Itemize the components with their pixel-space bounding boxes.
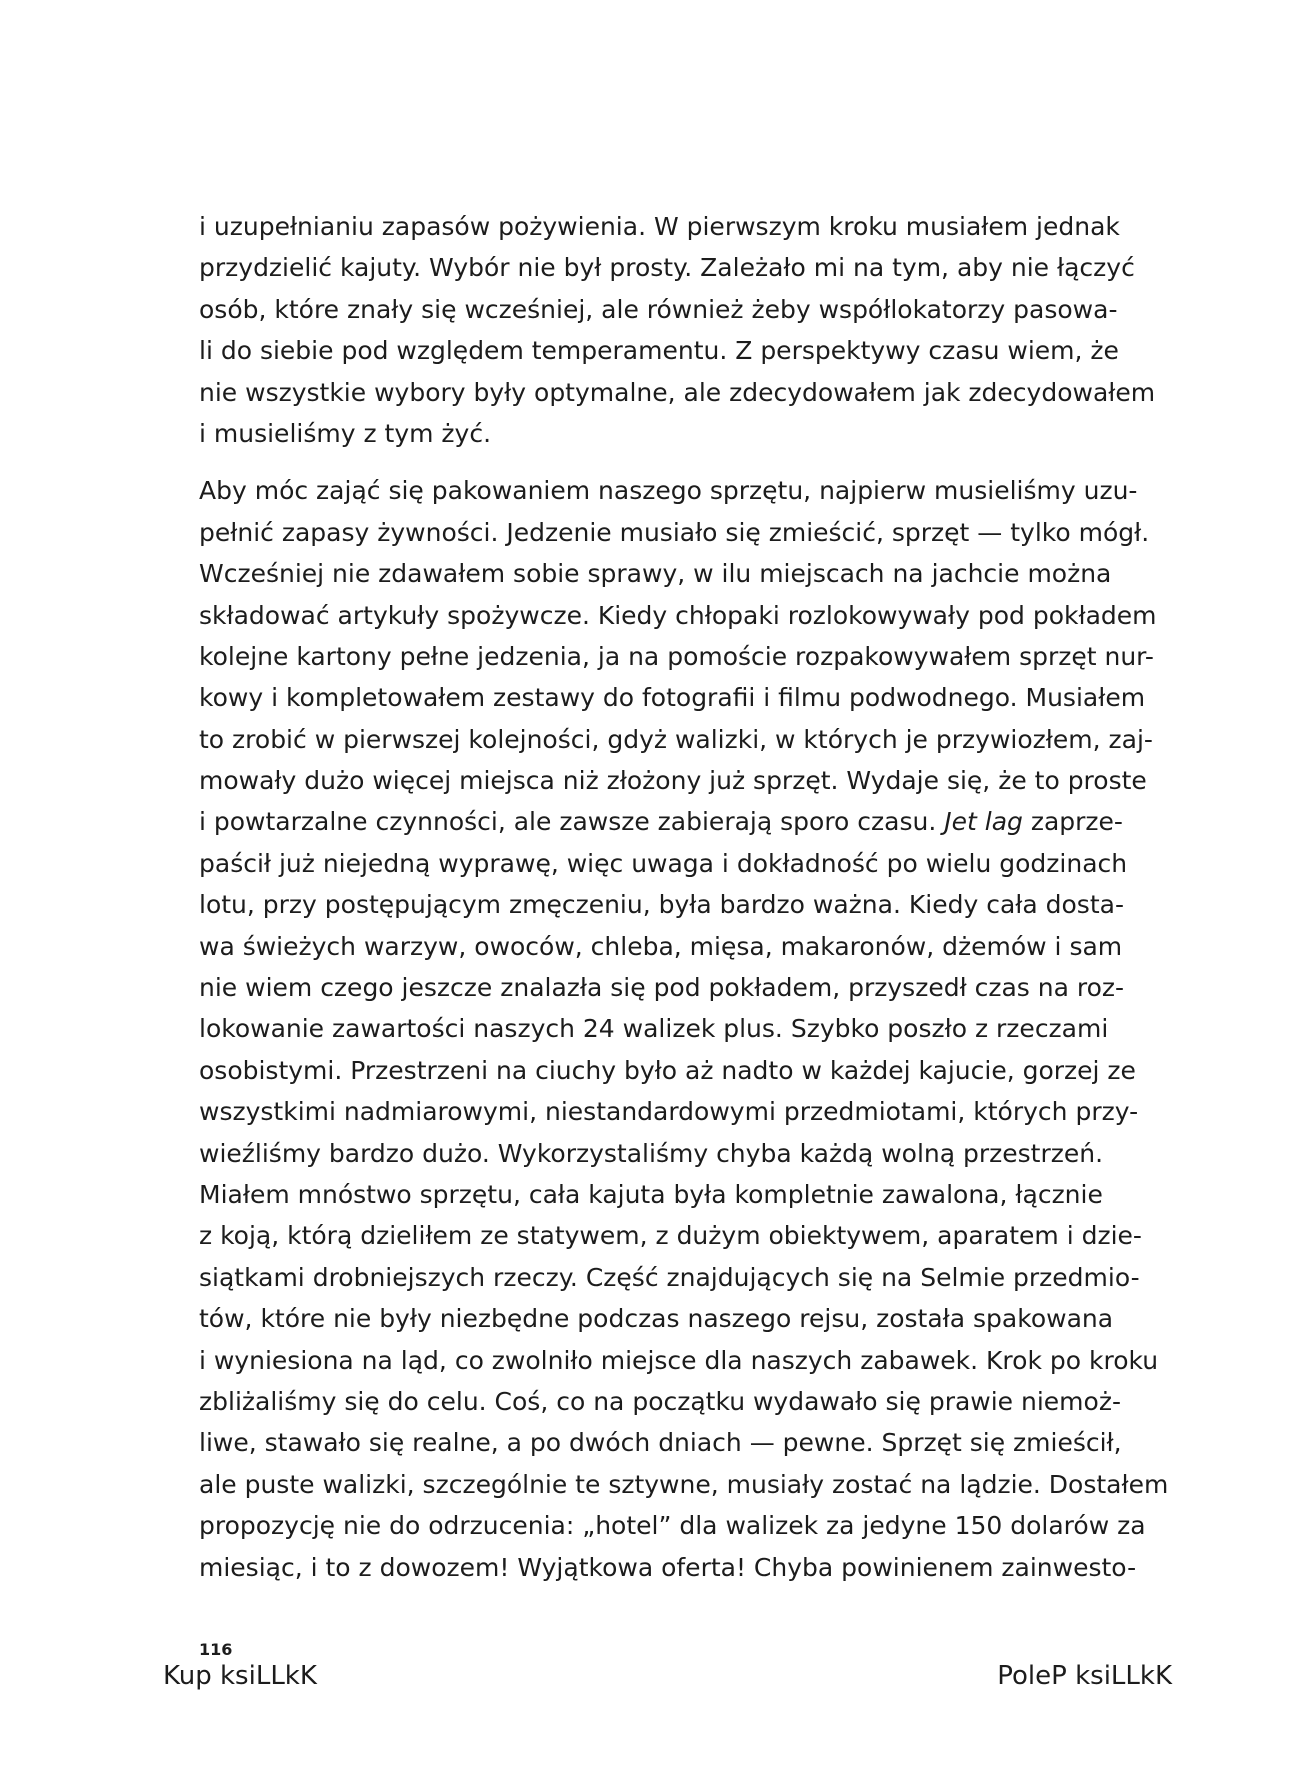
text-line: Miałem mnóstwo sprzętu, cała kajuta była kompletnie zawalona, łącznie (199, 1179, 1103, 1209)
text-line: lotu, przy postępującym zmęczeniu, była bardzo ważna. Kiedy cała dosta- (199, 890, 1124, 920)
text-line: nie wszystkie wybory były optymalne, ale zdecydowałem jak zdecydowałem (199, 377, 1156, 407)
text-line: li do siebie pod względem temperamentu. Z perspektywy czasu wiem, że (199, 336, 1119, 366)
text-line: osób, które znały się wcześniej, ale również żeby współlokatorzy pasowa- (199, 294, 1118, 324)
text-line: i musieliśmy z tym żyć. (199, 418, 492, 448)
italic-term: Jet lag (944, 807, 1023, 837)
text-line: lokowanie zawartości naszych 24 walizek plus. Szybko poszło z rzeczami (199, 1014, 1109, 1044)
paragraph-1 (199, 206, 1156, 454)
recommend-book-link[interactable]: PoleP ksiLLkK (997, 1661, 1172, 1691)
text-line: siątkami drobniejszych rzeczy. Część znajdujących się na Selmie przedmio- (199, 1262, 1140, 1292)
text-line: kolejne kartony pełne jedzenia, ja na pomoście rozpakowywałem sprzęt nur- (199, 641, 1154, 671)
text-line: osobistymi. Przestrzeni na ciuchy było aż nadto w każdej kajucie, gorzej ze (199, 1055, 1136, 1085)
text-line: nie wiem czego jeszcze znalazła się pod pokładem, przyszedł czas na roz- (199, 973, 1125, 1003)
text-line: zbliżaliśmy się do celu. Coś, co na początku wydawało się prawie niemoż- (199, 1386, 1121, 1416)
text-line: mowały dużo więcej miejsca niż złożony już sprzęt. Wydaje się, że to proste (199, 766, 1147, 796)
text-line: składować artykuły spożywcze. Kiedy chłopaki rozlokowywały pod pokładem (199, 600, 1157, 630)
text-line: miesiąc, i to z dowozem! Wyjątkowa oferta! Chyba powinienem zainwesto- (199, 1552, 1137, 1582)
text-segment: i powtarzalne czynności, ale zawsze zabierają sporo czasu. (199, 807, 945, 837)
text-line: wa świeżych warzyw, owoców, chleba, mięsa, makaronów, dżemów i sam (199, 931, 1123, 961)
text-line: Aby móc zająć się pakowaniem naszego sprzętu, najpierw musieliśmy uzu- (199, 476, 1138, 506)
text-line: propozycję nie do odrzucenia: „hotel” dla walizek za jedyne 150 dolarów za (199, 1511, 1146, 1541)
text-line: paścił już niejedną wyprawę, więc uwaga i dokładność po wielu godzinach (199, 848, 1128, 878)
text-segment: zaprze- (1022, 807, 1123, 837)
text-line: tów, które nie były niezbędne podczas naszego rejsu, została spakowana (199, 1304, 1114, 1334)
buy-book-link[interactable]: Kup ksiLLkK (163, 1661, 317, 1691)
text-line: z koją, którą dzieliłem ze statywem, z dużym obiektywem, aparatem i dzie- (199, 1221, 1142, 1251)
text-line: wieźliśmy bardzo dużo. Wykorzystaliśmy chyba każdą wolną przestrzeń. (199, 1138, 1104, 1168)
text-line: Wcześniej nie zdawałem sobie sprawy, w ilu miejscach na jachcie można (199, 559, 1112, 589)
text-line: pełnić zapasy żywności. Jedzenie musiało się zmieścić, sprzęt — tylko mógł. (199, 517, 1150, 547)
text-line: przydzielić kajuty. Wybór nie był prosty. Zależało mi na tym, aby nie łączyć (199, 253, 1135, 283)
text-line: i wyniesiona na ląd, co zwolniło miejsce dla naszych zabawek. Krok po kroku (199, 1345, 1159, 1375)
text-line: to zrobić w pierwszej kolejności, gdyż walizki, w których je przywiozłem, zaj- (199, 724, 1153, 754)
paragraph-2 (199, 470, 1169, 1588)
text-line: ale puste walizki, szczególnie te sztywne, musiały zostać na lądzie. Dostałem (199, 1469, 1169, 1499)
body-text (199, 206, 1169, 1588)
text-line: kowy i kompletowałem zestawy do fotografii i filmu podwodnego. Musiałem (199, 683, 1146, 713)
page-number: 116 (199, 1640, 233, 1659)
paragraph-spacer (199, 454, 1091, 470)
text-line: i uzupełnianiu zapasów pożywienia. W pierwszym kroku musiałem jednak (199, 212, 1120, 241)
text-line: liwe, stawało się realne, a po dwóch dniach — pewne. Sprzęt się zmieścił, (199, 1428, 1122, 1458)
text-line-with-italic (199, 801, 1123, 842)
text-line: wszystkimi nadmiarowymi, niestandardowymi przedmiotami, których przy- (199, 1097, 1139, 1127)
